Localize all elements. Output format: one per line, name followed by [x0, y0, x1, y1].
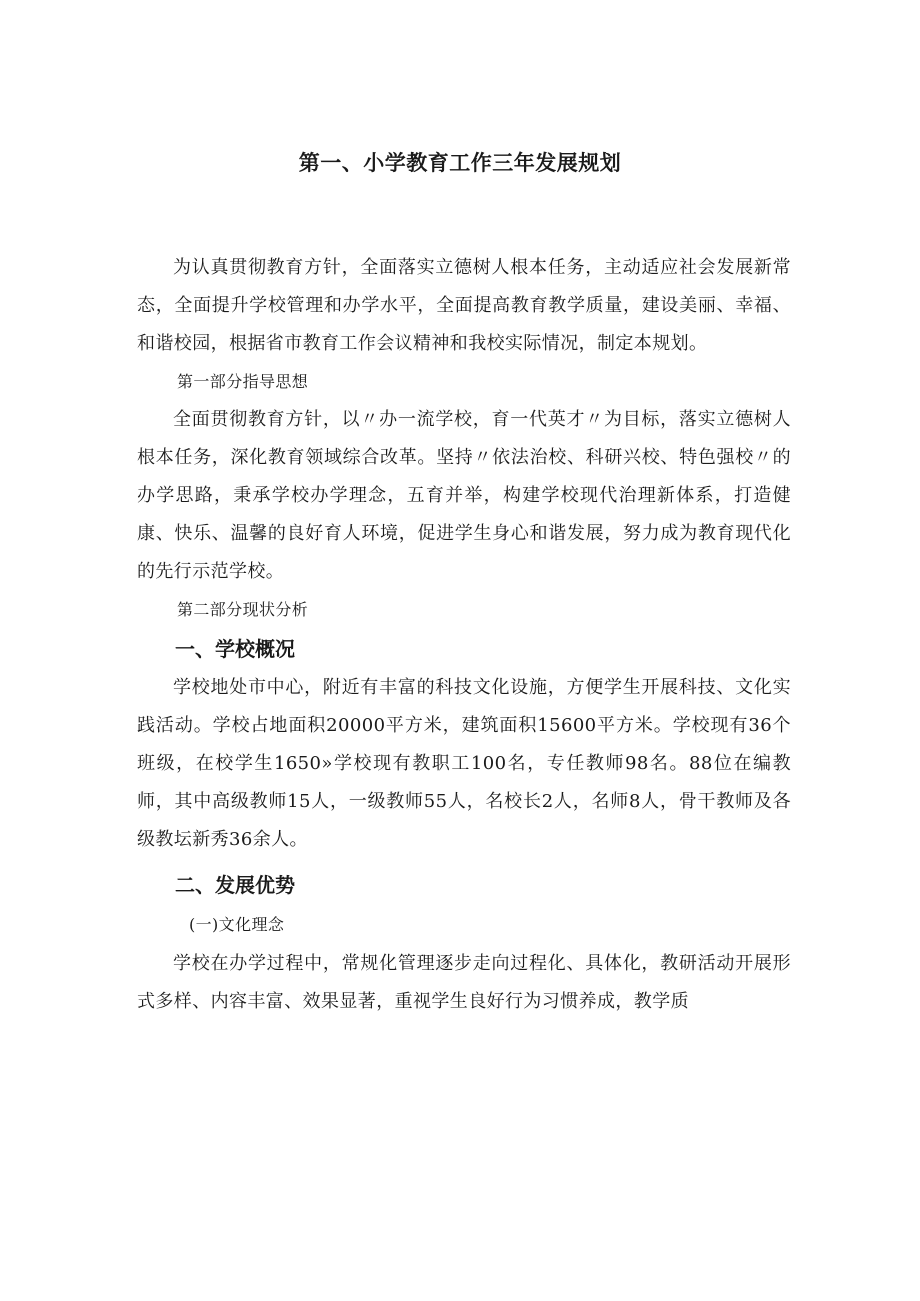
intro-paragraph: 为认真贯彻教育方针，全面落实立德树人根本任务，主动适应社会发展新常态，全面提升学校管理和办学水平，全面提高教育教学质量，建设美丽、幸福、和谐校园，根据省市教育工作会议精神和我校实际情况，制定本规划。	[137, 257, 791, 354]
subsection1-label: (一)文化理念	[189, 915, 285, 934]
part1-paragraph: 全面贯彻教育方针，以〃办一流学校，育一代英才〃为目标，落实立德树人根本任务，深化教育领域综合改革。坚持〃依法治校、科研兴校、特色强校〃的办学思路，秉承学校办学理念，五育并举，构建学校现代治理新体系，打造健康、快乐、温馨的良好育人环境，促进学生身心和谐发展，努力成为教育现代化的先行示范学校。	[137, 409, 791, 582]
document-title: 第一、小学教育工作三年发展规划	[298, 151, 622, 175]
part2-label: 第二部分现状分析	[177, 600, 309, 619]
section1-paragraph: 学校地处市中心，附近有丰富的科技文化设施，方便学生开展科技、文化实践活动。学校占地面积20000平方米，建筑面积15600平方米。学校现有36个班级，在校学生1650»学校现有教职工100名，专任教师98名。88位在编教师，其中高级教师15人，一级教师55人，名校长2人，名师8人，骨干教师及各级教坛新秀36余人。	[137, 677, 791, 850]
section1-heading: 一、学校概况	[175, 637, 295, 661]
part1-label: 第一部分指导思想	[177, 372, 309, 391]
subsection1-paragraph: 学校在办学过程中，常规化管理逐步走向过程化、具体化，教研活动开展形式多样、内容丰富、效果显著，重视学生良好行为习惯养成，教学质	[137, 953, 791, 1012]
document-body	[137, 249, 791, 1021]
section2-heading: 二、发展优势	[175, 873, 295, 897]
